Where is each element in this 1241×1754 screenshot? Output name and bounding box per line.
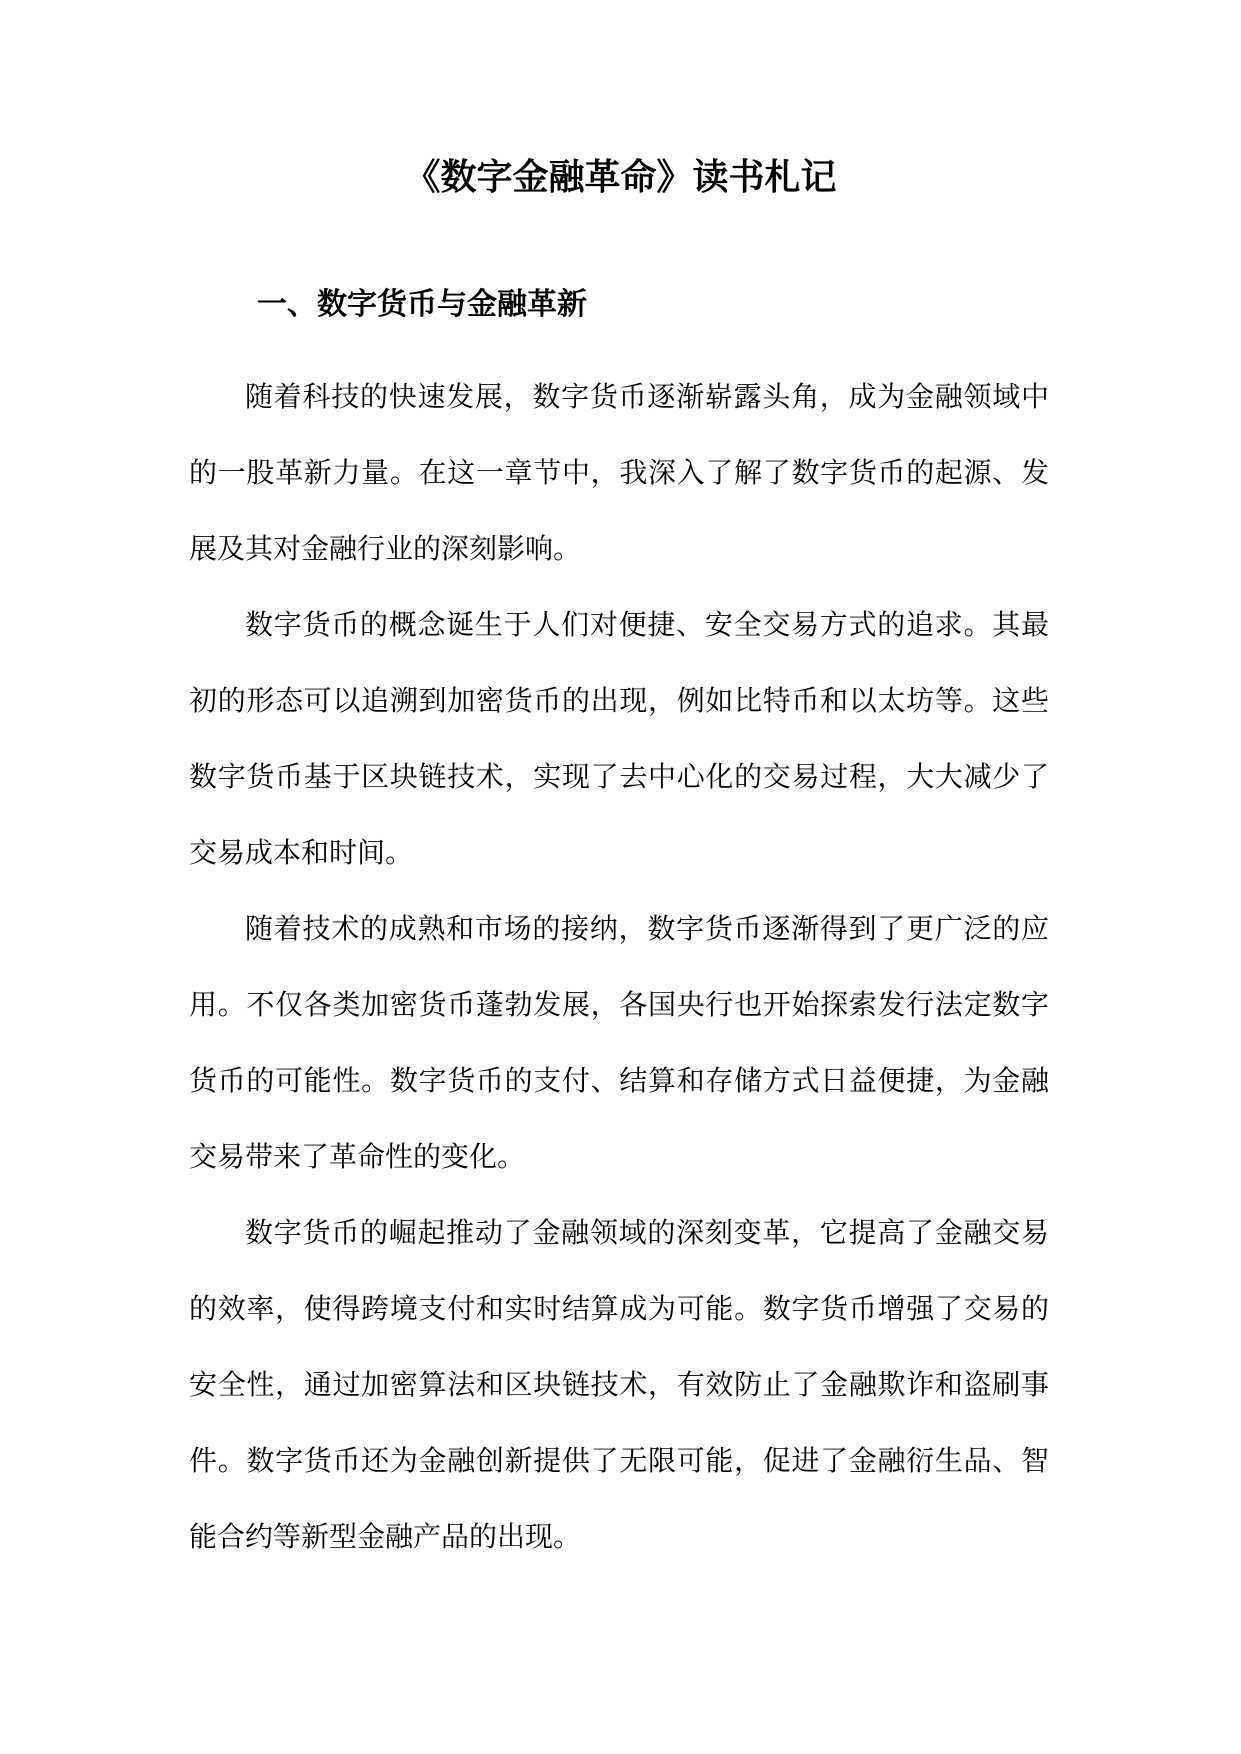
paragraph-3: 随着技术的成熟和市场的接纳，数字货币逐渐得到了更广泛的应用。不仅各类加密货币蓬勃发展，各国央行也开始探索发行法定数字货币的可能性。数字货币的支付、结算和存储方式日益便捷，为金融交易带来了革命性的变化。 [189, 912, 1049, 1173]
section-heading: 一、数字货币与金融革新 [257, 287, 587, 322]
document-title: 《数字金融革命》读书札记 [404, 156, 837, 198]
document-body [189, 359, 1049, 1575]
paragraph-2: 数字货币的概念诞生于人们对便捷、安全交易方式的追求。其最初的形态可以追溯到加密货币的出现，例如比特币和以太坊等。这些数字货币基于区块链技术，实现了去中心化的交易过程，大大减少了交易成本和时间。 [189, 608, 1049, 869]
paragraph-4: 数字货币的崛起推动了金融领域的深刻变革，它提高了金融交易的效率，使得跨境支付和实时结算成为可能。数字货币增强了交易的安全性，通过加密算法和区块链技术，有效防止了金融欺诈和盗刷事件。数字货币还为金融创新提供了无限可能，促进了金融衍生品、智能合约等新型金融产品的出现。 [189, 1216, 1049, 1553]
paragraph-1: 随着科技的快速发展，数字货币逐渐崭露头角，成为金融领域中的一股革新力量。在这一章节中，我深入了解了数字货币的起源、发展及其对金融行业的深刻影响。 [189, 380, 1049, 565]
